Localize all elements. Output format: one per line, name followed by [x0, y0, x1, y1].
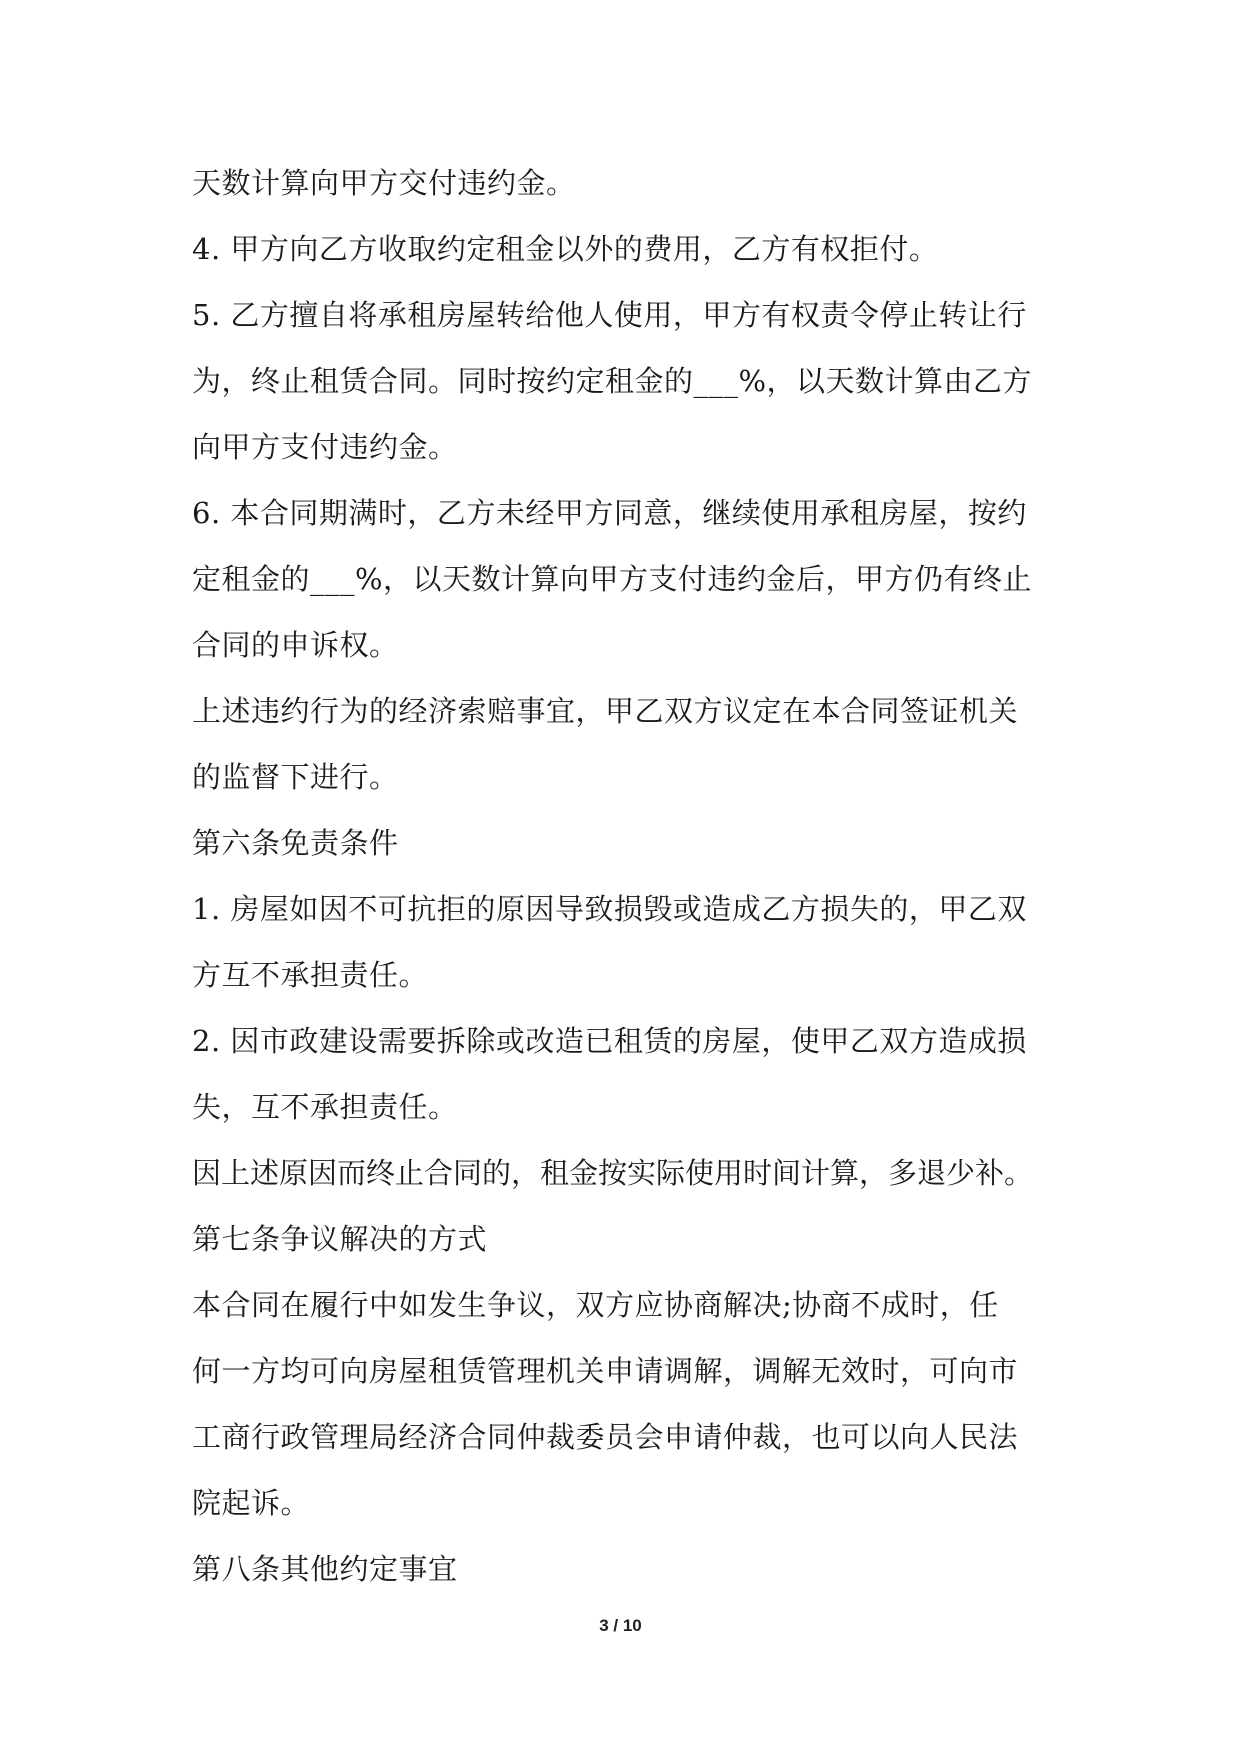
text-line: 方互不承担责任。: [192, 958, 429, 992]
text-line: 为，终止租赁合同。同时按约定租金的___%，以天数计算由乙方: [192, 364, 1033, 398]
text-line: 失，互不承担责任。: [192, 1090, 458, 1124]
text-line: 本合同在履行中如发生争议，双方应协商解决;协商不成时，任: [192, 1288, 999, 1322]
page-number: 3 / 10: [599, 1616, 642, 1635]
text-line: 院起诉。: [192, 1486, 311, 1520]
text-line: 合同的申诉权。: [192, 628, 399, 662]
document-body: [192, 158, 1060, 1610]
text-line: 的监督下进行。: [192, 760, 399, 794]
text-line: 工商行政管理局经济合同仲裁委员会申请仲裁，也可以向人民法: [192, 1420, 1019, 1454]
text-line: 6. 本合同期满时，乙方未经甲方同意，继续使用承租房屋，按约: [192, 496, 1027, 530]
text-line: 2. 因市政建设需要拆除或改造已租赁的房屋，使甲乙双方造成损: [192, 1024, 1027, 1058]
section-heading: 第六条免责条件: [192, 826, 399, 860]
text-line: 4. 甲方向乙方收取约定租金以外的费用，乙方有权拒付。: [192, 232, 939, 266]
text-line: 何一方均可向房屋租赁管理机关申请调解，调解无效时，可向市: [192, 1354, 1019, 1388]
text-line: 1. 房屋如因不可抗拒的原因导致损毁或造成乙方损失的，甲乙双: [192, 892, 1027, 926]
text-line: 向甲方支付违约金。: [192, 430, 458, 464]
text-line: 上述违约行为的经济索赔事宜，甲乙双方议定在本合同签证机关: [192, 694, 1019, 728]
text-line: 天数计算向甲方交付违约金。: [192, 166, 576, 200]
text-line: 定租金的___%，以天数计算向甲方支付违约金后，甲方仍有终止: [192, 562, 1033, 596]
text-line: 因上述原因而终止合同的，租金按实际使用时间计算，多退少补。: [192, 1156, 1034, 1190]
text-line: 5. 乙方擅自将承租房屋转给他人使用，甲方有权责令停止转让行: [192, 298, 1027, 332]
section-heading: 第七条争议解决的方式: [192, 1222, 488, 1256]
section-heading: 第八条其他约定事宜: [192, 1552, 458, 1586]
